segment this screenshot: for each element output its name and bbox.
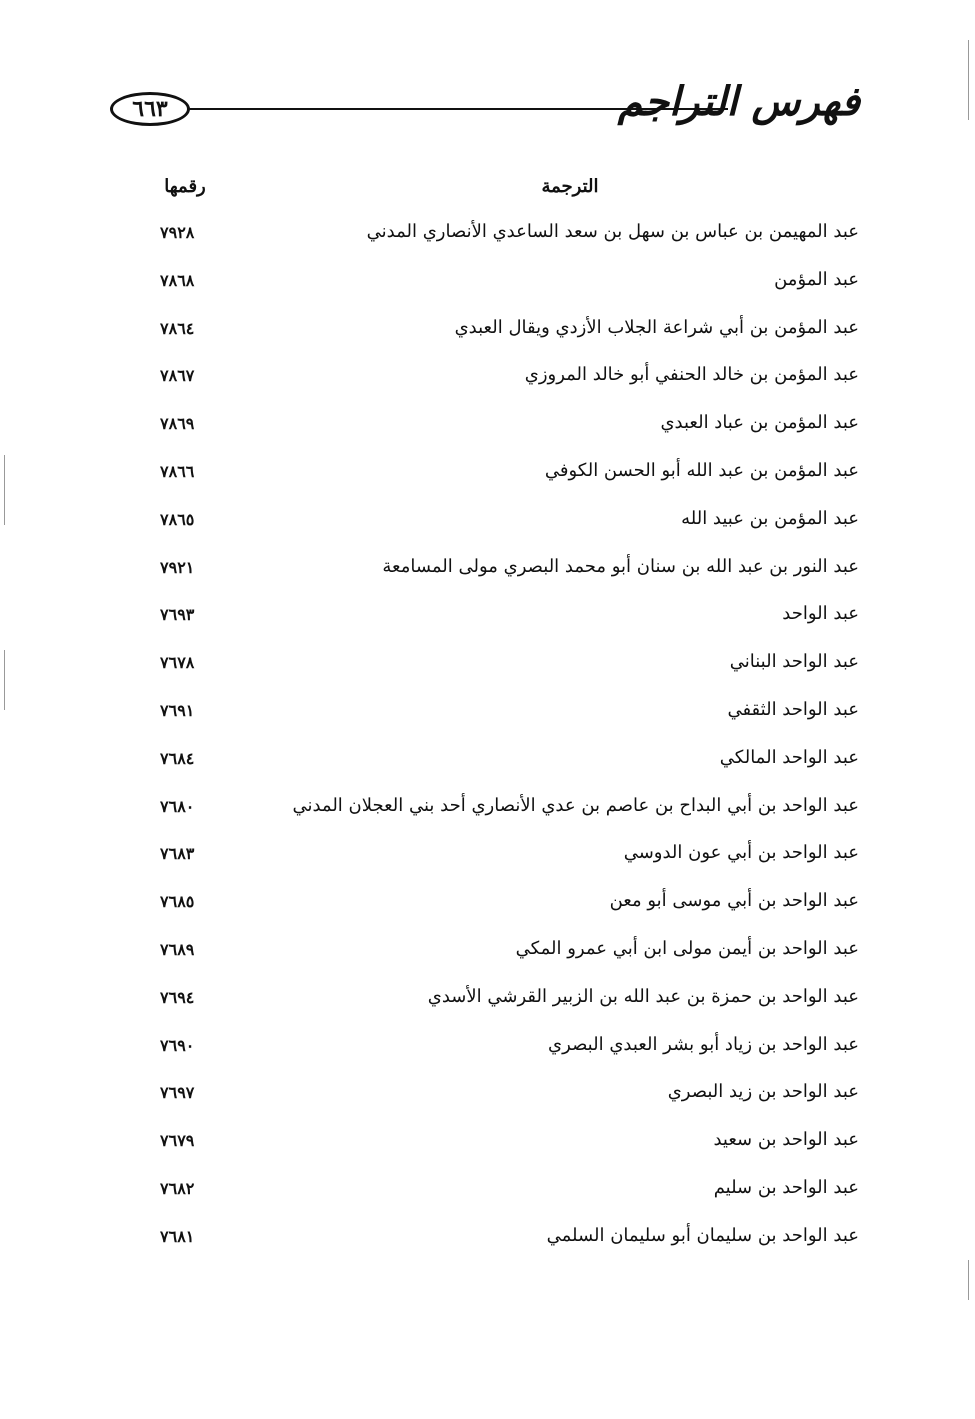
index-entry	[0, 1071, 975, 1119]
index-list	[0, 211, 975, 1263]
scan-margin-mark	[4, 455, 5, 525]
column-header-number: رقمها	[164, 176, 206, 197]
index-entry	[0, 976, 975, 1024]
entry-number: ٧٦٨٢	[160, 1178, 195, 1198]
entry-number: ٧٩٢٨	[160, 223, 195, 242]
entry-number: ٧٨٦٨	[160, 270, 195, 290]
entry-name: عبد الواحد بن زيد البصري	[667, 1081, 859, 1103]
entry-name: عبد المؤمن بن عبد الله أبو الحسن الكوفي	[544, 459, 859, 481]
entry-name: عبد الواحد بن أبي البداح بن عاصم بن عدي الأنصاري أحد بني العجلان المدني	[292, 794, 859, 816]
entry-number: ٧٦٧٩	[160, 1131, 195, 1151]
entry-name: عبد الواحد بن سليمان أبو سليمان السلمي	[546, 1224, 859, 1246]
entry-name: عبد المهيمن بن عباس بن سهل بن سعد الساعدي الأنصاري المدني	[366, 221, 859, 242]
scan-margin-mark	[4, 650, 5, 710]
index-entry	[0, 211, 975, 259]
entry-number: ٧٦٩٣	[160, 605, 195, 625]
entry-number: ٧٩٢١	[160, 557, 195, 577]
entry-number: ٧٦٨٣	[160, 844, 195, 864]
entry-number: ٧٦٧٨	[160, 653, 195, 673]
entry-number: ٧٦٩٠	[160, 1035, 195, 1055]
index-entry	[0, 450, 975, 498]
entry-number: ٧٨٦٥	[160, 509, 195, 529]
index-entry	[0, 1215, 975, 1263]
index-entry	[0, 259, 975, 307]
entry-number: ٧٨٦٦	[160, 461, 195, 481]
index-entry	[0, 402, 975, 450]
entry-name: عبد الواحد بن سليم	[713, 1176, 859, 1198]
entry-number: ٧٦٨٥	[160, 892, 195, 912]
entry-name: عبد الواحد بن سعيد	[713, 1129, 859, 1151]
entry-name: عبد الواحد المالكي	[719, 746, 859, 768]
index-entry	[0, 307, 975, 355]
index-entry	[0, 689, 975, 737]
index-entry	[0, 498, 975, 546]
index-entry	[0, 785, 975, 833]
entry-name: عبد الواحد البناني	[729, 651, 859, 673]
page-number: ٦٦٣	[110, 92, 190, 126]
column-header-name: الترجمة	[541, 176, 599, 197]
entry-number: ٧٦٩٤	[160, 987, 195, 1007]
entry-name: عبد المؤمن بن عباد العبدي	[660, 412, 859, 434]
page-header	[110, 78, 870, 158]
entry-name: عبد المؤمن بن عبيد الله	[681, 507, 859, 529]
entry-name: عبد الواحد بن أبي موسى أبو معن	[609, 890, 859, 912]
index-entry	[0, 641, 975, 689]
entry-name: عبد الواحد	[782, 603, 859, 625]
entry-name: عبد المؤمن بن خالد الحنفي أبو خالد المروزي	[524, 364, 859, 386]
index-entry	[0, 1024, 975, 1072]
index-entry	[0, 1167, 975, 1215]
entry-name: عبد المؤمن بن أبي شراعة الجلاب الأزدي ويقال العبدي	[454, 316, 859, 338]
entry-number: ٧٦٩١	[160, 700, 195, 720]
entry-number: ٧٦٨٤	[160, 748, 195, 768]
index-entry	[0, 928, 975, 976]
entry-name: عبد المؤمن	[774, 268, 859, 290]
index-entry	[0, 737, 975, 785]
entry-number: ٧٨٦٤	[160, 318, 195, 338]
entry-number: ٧٦٨١	[160, 1226, 195, 1246]
entry-name: عبد الواحد بن أيمن مولى ابن أبي عمرو المكي	[515, 937, 859, 959]
scan-margin-mark	[968, 40, 969, 120]
entry-name: عبد الواحد الثقفي	[727, 698, 859, 720]
entry-number: ٧٨٦٩	[160, 414, 195, 434]
entry-number: ٧٨٦٧	[160, 366, 195, 386]
index-entry	[0, 593, 975, 641]
index-entry	[0, 880, 975, 928]
entry-name: عبد الواحد بن حمزة بن عبد الله بن الزبير القرشي الأسدي	[427, 985, 859, 1007]
entry-name: عبد الواحد بن زياد أبو بشر العبدي البصري	[548, 1033, 859, 1055]
scan-margin-mark	[968, 1260, 969, 1300]
index-entry	[0, 546, 975, 594]
index-entry	[0, 354, 975, 402]
running-title: فهرس التراجم	[617, 78, 860, 125]
index-entry	[0, 1119, 975, 1167]
entry-number: ٧٦٨٠	[160, 796, 195, 816]
entry-number: ٧٦٨٩	[160, 939, 195, 959]
index-entry	[0, 832, 975, 880]
entry-name: عبد الواحد بن أبي عون الدوسي	[623, 842, 859, 864]
entry-number: ٧٦٩٧	[160, 1083, 195, 1103]
entry-name: عبد النور بن عبد الله بن سنان أبو محمد البصري مولى المسامعة	[382, 555, 859, 577]
